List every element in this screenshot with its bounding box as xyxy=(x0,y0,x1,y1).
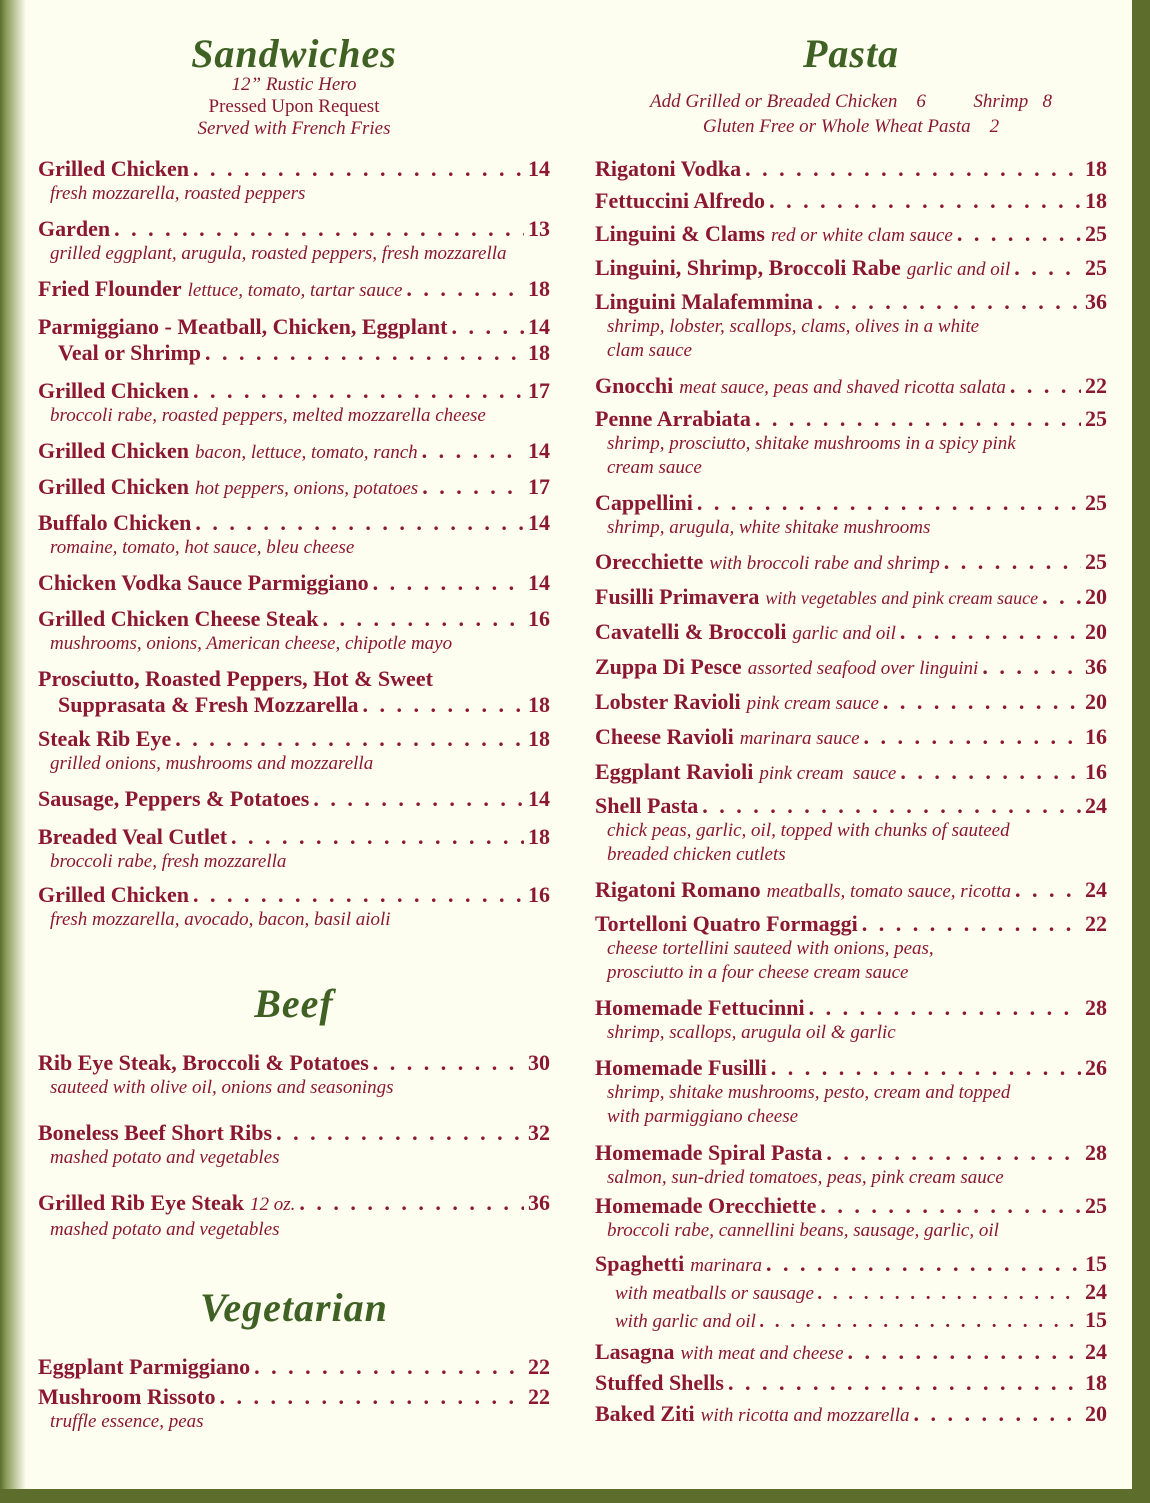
item-price: 25 xyxy=(1085,1193,1107,1218)
item-price: 18 xyxy=(528,726,550,751)
item-price: 14 xyxy=(528,510,550,535)
item-name: Lasagna xyxy=(595,1339,675,1364)
leader-dots xyxy=(1042,584,1081,610)
item-price: 16 xyxy=(528,882,550,907)
item-desc: shrimp, shitake mushrooms, pesto, cream and topped xyxy=(607,1082,1011,1103)
item-name: Grilled Rib Eye Steak xyxy=(38,1190,244,1215)
item-name: Grilled Chicken xyxy=(38,378,189,403)
item-desc: shrimp, arugula, white shitake mushrooms xyxy=(607,517,931,538)
item-name: Boneless Beef Short Ribs xyxy=(38,1120,273,1145)
leader-dots xyxy=(702,793,1081,819)
menu-item xyxy=(595,654,1107,682)
item-desc: fresh mozzarella, roasted peppers xyxy=(50,183,306,204)
leader-dots xyxy=(862,911,1081,937)
item-price: 24 xyxy=(1085,1339,1107,1364)
menu-item xyxy=(595,289,1107,363)
item-price: 25 xyxy=(1085,255,1107,280)
item-variant: with garlic and oil xyxy=(615,1311,756,1332)
item-desc-cont: breaded chicken cutlets xyxy=(607,844,786,865)
item-name: Linguini Malafemmina xyxy=(595,289,814,314)
item-name: Grilled Chicken xyxy=(38,156,189,181)
leader-dots xyxy=(219,1384,524,1410)
item-desc-cont: cream sauce xyxy=(607,457,702,478)
item-inline-desc: lettuce, tomato, tartar sauce xyxy=(187,280,403,301)
leader-dots xyxy=(697,490,1081,516)
item-name: Grilled Chicken xyxy=(38,438,189,463)
item-name: Grilled Chicken xyxy=(38,882,189,907)
item-desc: grilled onions, mushrooms and mozzarella xyxy=(50,753,374,774)
item-price: 28 xyxy=(1085,1140,1107,1165)
item-price: 14 xyxy=(528,786,550,811)
menu-item xyxy=(595,188,1107,214)
item-name: Baked Ziti xyxy=(595,1401,695,1426)
item-name: Cheese Ravioli xyxy=(595,724,734,749)
pasta-addon-gluten-free: Gluten Free or Whole Wheat Pasta 2 xyxy=(702,116,1000,137)
menu-item xyxy=(38,824,550,874)
item-desc: romaine, tomato, hot sauce, bleu cheese xyxy=(50,537,355,558)
leader-dots xyxy=(766,1251,1081,1277)
item-desc: mashed potato and vegetables xyxy=(50,1219,280,1240)
leader-dots xyxy=(760,1309,1081,1335)
item-name: Homemade Spiral Pasta xyxy=(595,1140,823,1165)
menu-item xyxy=(38,276,550,304)
item-name: Breaded Veal Cutlet xyxy=(38,824,228,849)
item-variant: with meatballs or sausage xyxy=(615,1283,814,1304)
menu-item xyxy=(595,549,1107,577)
item-name: Eggplant Parmiggiano xyxy=(38,1354,251,1379)
leader-dots xyxy=(817,289,1081,315)
item-price: 18 xyxy=(1085,188,1107,213)
leader-dots xyxy=(362,692,524,718)
leader-dots xyxy=(406,276,524,302)
item-price: 18 xyxy=(1085,156,1107,181)
leader-dots xyxy=(1014,255,1081,281)
item-price: 24 xyxy=(1085,1279,1107,1304)
leader-dots xyxy=(1015,877,1081,903)
item-name: Lobster Ravioli xyxy=(595,689,741,714)
item-price: 25 xyxy=(1085,549,1107,574)
menu-item xyxy=(38,474,550,502)
item-name: Parmiggiano - Meatball, Chicken, Eggplant xyxy=(38,314,448,339)
item-name: Mushroom Rissoto xyxy=(38,1384,216,1409)
menu-item xyxy=(38,438,550,466)
leader-dots xyxy=(900,619,1081,645)
item-name: Shell Pasta xyxy=(595,793,699,818)
item-price: 22 xyxy=(1085,373,1107,398)
item-price: 36 xyxy=(1085,654,1107,679)
item-name: Gnocchi xyxy=(595,373,674,398)
leader-dots xyxy=(745,156,1081,182)
item-price: 18 xyxy=(1085,1370,1107,1395)
menu-item xyxy=(595,877,1107,905)
item-inline-desc: with ricotta and mozzarella xyxy=(700,1405,910,1426)
menu-item xyxy=(595,1339,1107,1367)
menu-item xyxy=(595,1193,1107,1243)
item-name: Steak Rib Eye xyxy=(38,726,172,751)
item-price: 14 xyxy=(528,314,550,339)
item-name: Spaghetti xyxy=(595,1251,685,1276)
item-name: Grilled Chicken xyxy=(38,474,189,499)
leader-dots xyxy=(193,156,524,182)
leader-dots xyxy=(254,1354,524,1380)
leader-dots xyxy=(195,510,524,536)
menu-item xyxy=(38,1354,550,1380)
item-price: 14 xyxy=(528,156,550,181)
menu-item xyxy=(38,786,550,812)
leader-dots xyxy=(728,1370,1081,1396)
item-name: Stuffed Shells xyxy=(595,1370,724,1395)
leader-dots xyxy=(809,995,1081,1021)
item-desc: chick peas, garlic, oil, topped with chunks of sauteed xyxy=(607,820,1010,841)
item-inline-desc: hot peppers, onions, potatoes xyxy=(194,478,419,499)
menu-item xyxy=(595,759,1107,787)
item-name: Homemade Orecchiette xyxy=(595,1193,817,1218)
beef-title: Beef xyxy=(254,981,334,1026)
item-name-cont: Supprasata & Fresh Mozzarella xyxy=(58,692,359,717)
item-price: 22 xyxy=(528,1354,550,1379)
leader-dots xyxy=(422,474,524,500)
menu-item xyxy=(595,619,1107,647)
item-desc: mashed potato and vegetables xyxy=(50,1147,280,1168)
item-name: Buffalo Chicken xyxy=(38,510,192,535)
item-inline-desc: garlic and oil xyxy=(792,623,896,644)
item-desc: shrimp, scallops, arugula oil & garlic xyxy=(607,1022,896,1043)
item-desc: broccoli rabe, roasted peppers, melted mozzarella cheese xyxy=(50,405,486,426)
item-name: Garden xyxy=(38,216,111,241)
leader-dots xyxy=(818,1281,1081,1307)
leader-dots xyxy=(299,1190,524,1216)
sandwiches-sub-hero: 12” Rustic Hero xyxy=(231,74,357,95)
menu-item xyxy=(38,156,550,206)
item-desc: cheese tortellini sauteed with onions, peas, xyxy=(607,938,934,959)
item-price: 30 xyxy=(528,1050,550,1075)
item-name: Grilled Chicken Cheese Steak xyxy=(38,606,319,631)
pasta-title: Pasta xyxy=(802,31,900,76)
item-price: 16 xyxy=(1085,724,1107,749)
item-price: 18 xyxy=(528,692,550,717)
item-price: 25 xyxy=(1085,406,1107,431)
leader-dots xyxy=(755,406,1081,432)
item-price: 28 xyxy=(1085,995,1107,1020)
item-price: 17 xyxy=(528,378,550,403)
leader-dots xyxy=(769,188,1081,214)
item-name: Prosciutto, Roasted Peppers, Hot & Sweet xyxy=(38,666,433,691)
item-price: 25 xyxy=(1085,490,1107,515)
vegetarian-title: Vegetarian xyxy=(200,1285,388,1330)
item-name-cont: Veal or Shrimp xyxy=(58,340,202,365)
item-inline-desc: with vegetables and pink cream sauce xyxy=(765,588,1039,608)
menu-item xyxy=(38,1384,550,1434)
item-price: 20 xyxy=(1085,689,1107,714)
item-desc: shrimp, prosciutto, shitake mushrooms in a spicy pink xyxy=(607,433,1016,454)
leader-dots xyxy=(820,1193,1081,1219)
item-name: Rib Eye Steak, Broccoli & Potatoes xyxy=(38,1050,369,1075)
right-border xyxy=(1132,0,1150,1503)
leader-dots xyxy=(323,606,525,632)
item-name: Eggplant Ravioli xyxy=(595,759,754,784)
item-name: Fusilli Primavera xyxy=(595,584,760,609)
item-price: 26 xyxy=(1085,1055,1107,1080)
item-name: Penne Arrabiata xyxy=(595,406,751,431)
item-inline-desc: marinara xyxy=(690,1255,763,1276)
menu-item xyxy=(38,378,550,428)
item-price: 18 xyxy=(528,340,550,365)
menu-item xyxy=(38,314,550,366)
leader-dots xyxy=(451,314,524,340)
bottom-border xyxy=(0,1489,1150,1503)
leader-dots xyxy=(175,726,524,752)
menu-item xyxy=(38,570,550,596)
item-inline-desc: with broccoli rabe and shrimp xyxy=(709,553,940,574)
leader-dots xyxy=(373,570,524,596)
item-name: Cappellini xyxy=(595,490,693,515)
sandwiches-title: Sandwiches xyxy=(191,31,397,76)
leader-dots xyxy=(276,1120,524,1146)
item-name: Tortelloni Quatro Formaggi xyxy=(595,911,858,936)
item-name: Zuppa Di Pesce xyxy=(595,654,742,679)
menu-item xyxy=(38,1120,550,1170)
item-inline-desc: garlic and oil xyxy=(906,259,1011,280)
menu-item xyxy=(595,1140,1107,1190)
leader-dots xyxy=(205,340,524,366)
item-desc-cont: with parmiggiano cheese xyxy=(607,1106,799,1127)
menu-item xyxy=(595,255,1107,283)
sandwiches-sub-fries: Served with French Fries xyxy=(197,118,391,139)
item-inline-desc: 12 oz. xyxy=(249,1194,296,1215)
leader-dots xyxy=(944,549,1081,575)
item-name: Fried Flounder xyxy=(38,276,182,301)
menu-item xyxy=(595,1401,1107,1429)
item-name: Linguini & Clams xyxy=(595,221,765,246)
leader-dots xyxy=(900,759,1081,785)
item-price: 17 xyxy=(528,474,550,499)
leader-dots xyxy=(957,221,1081,247)
item-desc: salmon, sun-dried tomatoes, peas, pink cream sauce xyxy=(607,1167,1004,1188)
item-inline-desc: assorted seafood over linguini xyxy=(747,658,979,679)
item-name: Orecchiette xyxy=(595,549,704,574)
menu-item xyxy=(595,584,1107,611)
menu-item xyxy=(595,724,1107,752)
menu-item xyxy=(38,1190,550,1242)
leader-dots xyxy=(373,1050,524,1076)
item-price: 32 xyxy=(528,1120,550,1145)
menu-item xyxy=(595,995,1107,1045)
item-name: Rigatoni Vodka xyxy=(595,156,742,181)
menu-item xyxy=(595,793,1107,867)
item-price: 18 xyxy=(528,824,550,849)
item-desc: shrimp, lobster, scallops, clams, olives in a white xyxy=(607,316,980,337)
menu-item xyxy=(38,216,550,266)
item-inline-desc: marinara sauce xyxy=(739,728,860,749)
item-name: Homemade Fusilli xyxy=(595,1055,767,1080)
menu-item xyxy=(595,1370,1107,1396)
item-desc: mushrooms, onions, American cheese, chipotle mayo xyxy=(50,633,453,654)
item-inline-desc: pink cream sauce xyxy=(759,763,897,784)
menu-item xyxy=(38,726,550,776)
item-price: 24 xyxy=(1085,793,1107,818)
leader-dots xyxy=(422,438,524,464)
menu-item xyxy=(595,490,1107,540)
item-price: 36 xyxy=(528,1190,550,1215)
item-price: 16 xyxy=(528,606,550,631)
item-price: 20 xyxy=(1085,619,1107,644)
item-price: 20 xyxy=(1085,584,1107,609)
menu-item xyxy=(38,510,550,560)
item-price: 25 xyxy=(1085,221,1107,246)
leader-dots xyxy=(313,786,524,812)
item-name: Linguini, Shrimp, Broccoli Rabe xyxy=(595,255,901,280)
item-inline-desc: meat sauce, peas and shaved ricotta salata xyxy=(679,377,1006,398)
leader-dots xyxy=(193,882,524,908)
menu-item xyxy=(595,373,1107,401)
item-desc-cont: clam sauce xyxy=(607,340,692,361)
leader-dots xyxy=(1010,373,1081,399)
item-desc: grilled eggplant, arugula, roasted peppers, fresh mozzarella xyxy=(50,243,507,264)
leader-dots xyxy=(771,1055,1081,1081)
item-price: 22 xyxy=(1085,911,1107,936)
item-name: Chicken Vodka Sauce Parmiggiano xyxy=(38,570,369,595)
menu-item xyxy=(38,1050,550,1100)
item-price: 15 xyxy=(1085,1307,1107,1332)
leader-dots xyxy=(982,654,1081,680)
item-price: 18 xyxy=(528,276,550,301)
item-name: Rigatoni Romano xyxy=(595,877,761,902)
item-name: Cavatelli & Broccoli xyxy=(595,619,787,644)
item-price: 22 xyxy=(528,1384,550,1409)
item-price: 24 xyxy=(1085,877,1107,902)
menu-item xyxy=(595,1251,1107,1335)
pasta-addon-protein: Add Grilled or Breaded Chicken 6 Shrimp 8 xyxy=(650,91,1052,112)
menu-item xyxy=(38,882,550,932)
item-inline-desc: pink cream sauce xyxy=(746,693,879,714)
item-price: 14 xyxy=(528,570,550,595)
item-desc: broccoli rabe, cannellini beans, sausage, garlic, oil xyxy=(607,1220,999,1241)
leader-dots xyxy=(826,1140,1081,1166)
leader-dots xyxy=(114,216,524,242)
sandwiches-sub-pressed: Pressed Upon Request xyxy=(208,96,380,117)
item-name: Sausage, Peppers & Potatoes xyxy=(38,786,310,811)
menu-item xyxy=(595,1055,1107,1129)
leader-dots xyxy=(848,1339,1081,1365)
menu-item xyxy=(595,221,1107,249)
item-desc-cont: prosciutto in a four cheese cream sauce xyxy=(607,962,909,983)
menu-item xyxy=(595,911,1107,985)
menu-item xyxy=(595,689,1107,717)
leader-dots xyxy=(913,1401,1081,1427)
item-inline-desc: meatballs, tomato sauce, ricotta xyxy=(766,881,1011,902)
item-desc: broccoli rabe, fresh mozzarella xyxy=(50,851,287,872)
leader-dots xyxy=(231,824,524,850)
menu-item xyxy=(38,606,550,656)
item-price: 20 xyxy=(1085,1401,1107,1426)
leader-dots xyxy=(864,724,1081,750)
menu-item xyxy=(595,156,1107,182)
item-name: Fettuccini Alfredo xyxy=(595,188,766,213)
item-price: 16 xyxy=(1085,759,1107,784)
item-price: 36 xyxy=(1085,289,1107,314)
leader-dots xyxy=(193,378,524,404)
item-inline-desc: red or white clam sauce xyxy=(770,225,953,246)
menu-item xyxy=(38,666,550,718)
item-price: 13 xyxy=(528,216,550,241)
item-price: 15 xyxy=(1085,1251,1107,1276)
leader-dots xyxy=(883,689,1081,715)
item-desc: fresh mozzarella, avocado, bacon, basil aioli xyxy=(50,909,391,930)
item-inline-desc: bacon, lettuce, tomato, ranch xyxy=(194,442,418,463)
item-inline-desc: with meat and cheese xyxy=(680,1343,844,1364)
menu-item xyxy=(595,406,1107,480)
item-desc: truffle essence, peas xyxy=(50,1411,204,1432)
item-price: 14 xyxy=(528,438,550,463)
item-desc: sauteed with olive oil, onions and seasonings xyxy=(50,1077,394,1098)
item-name: Homemade Fettucinni xyxy=(595,995,805,1020)
